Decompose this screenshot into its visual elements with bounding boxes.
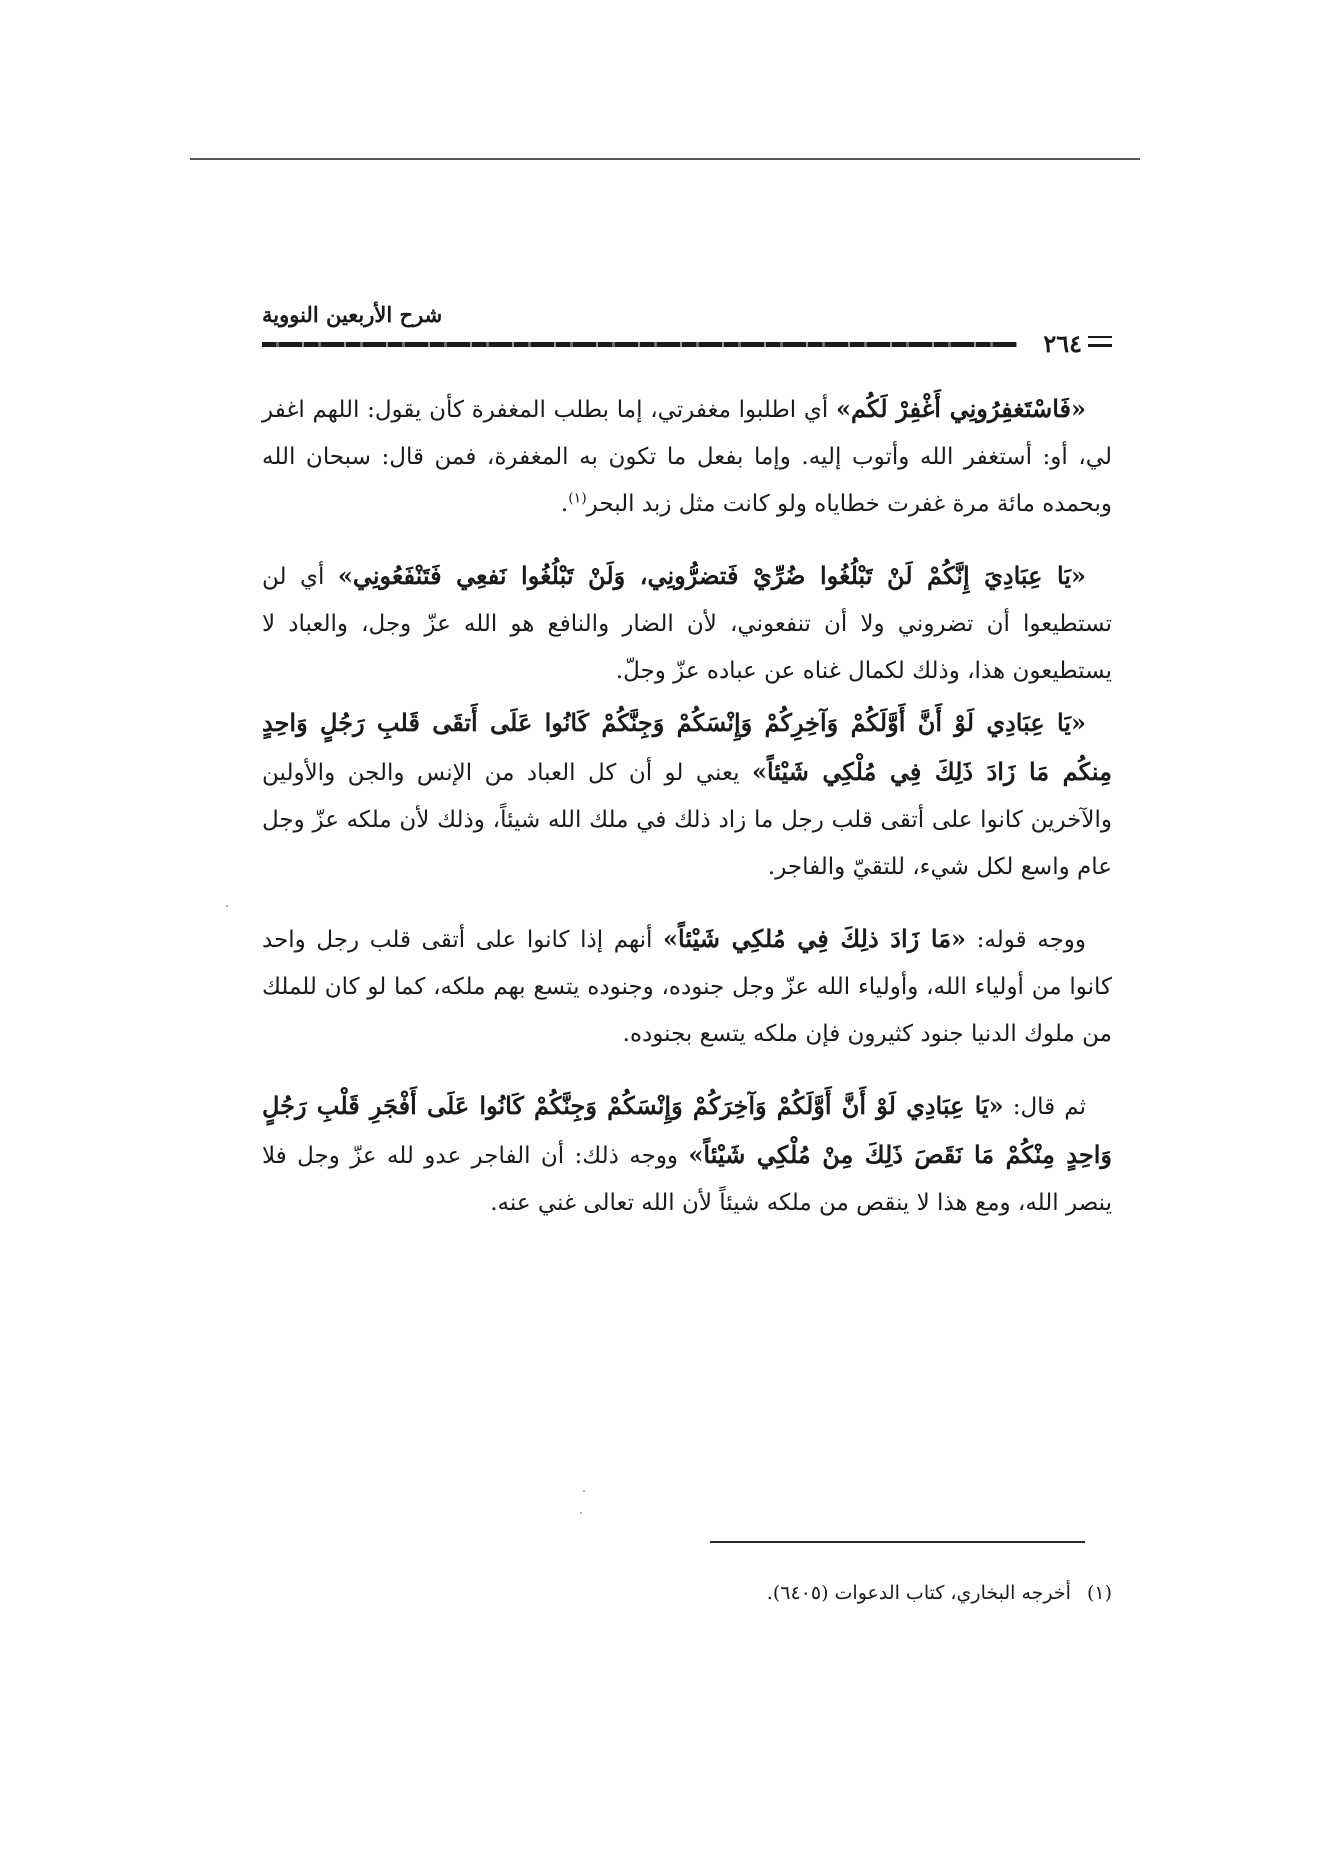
hadith-quote: «مَا زَادَ ذلِكَ فِي مُلكِي شَيْئاً» [663,924,967,953]
footnote-rule [710,1541,1085,1543]
commentary-text: ووجه ذلك: أن الفاجر عدو لله عزّ وجل فلا ينصر الله، ومع هذا لا ينقص من ملكه شيئاً لأن الله تعالى غني عنه. [262,1143,1112,1216]
hadith-quote: «يَا عِبَادِيَ إِنَّكُمْ لَنْ تَبْلُغُوا ضُرِّيْ فَتضرُّونِي، وَلَنْ تَبْلُغُوا نَفعِي فَتَنْفَعُونِي» [337,561,1086,590]
sentence-end: . [560,491,569,517]
body-text [262,385,1112,1251]
lead-text: ثم قال: [1003,1094,1086,1120]
header-rule [262,342,1017,347]
footnote-text: أخرجه البخاري، كتاب الدعوات (٦٤٠٥). [766,1582,1071,1604]
top-rule [190,158,1140,160]
commentary-text: أنهم إذا كانوا على أتقى قلب رجل واحد كانوا من أولياء الله، وأولياء الله عزّ وجل جنوده، وجنوده يتسع بهم ملكه، كما لو كان للملك من ملوك الدنيا جنود كثيرون فإن ملكه يتسع بجنوده. [262,927,1112,1047]
footnote-marker: (١) [1086,1582,1112,1604]
scan-speck [226,905,228,907]
page-number: ٢٦٤ [1043,329,1082,358]
commentary-text: أي اطلبوا مغفرتي، إما بطلب المغفرة كأن يقول: اللهم اغفر لي، أو: أستغفر الله وأتوب إليه. وإما بفعل ما تكون به المغفرة، فمن قال: سبحان الله وبحمده مائة مرة غفرت خطاياه ولو كانت مثل زبد البحر [262,397,1112,517]
commentary-text: يعني لو أن كل العباد من الإنس والجن والأولين والآخرين كانوا على أتقى قلب رجل ما زاد ذلك في ملك الله شيئاً، وذلك لأن ملكه عزّ وجل عام واسع لكل شيء، للتقيّ والفاجر. [262,760,1112,880]
paragraph-1 [262,385,1112,528]
running-header [262,302,1112,358]
scan-speck [580,1512,582,1514]
footnote-reference[interactable]: (١) [568,490,587,507]
running-title: شرح الأربعين النووية [262,302,443,327]
paragraph-3 [262,699,1112,891]
paragraph-5 [262,1082,1112,1227]
paragraph-2 [262,552,1112,695]
hadith-quote: «يَا عِبَادِي لَوْ أَنَّ أَوَّلَكُمْ وَآخِرِكُمْ وَإِنْسَكُمْ وَجِنَّكُمْ كَانُوا عَلَى أَتقَى قَلبِ رَجُلٍ وَاحِدٍ مِنكُم مَا زَادَ ذَلِكَ فِي مُلْكِي شَيْئاً» [262,708,1112,786]
hadith-quote: «فَاسْتَغفِرُونِي أَغْفِرْ لَكُم» [835,394,1086,423]
scan-speck [583,1490,585,1492]
page-number-ornament [1088,336,1112,347]
hadith-quote: «يَا عِبَادِي لَوْ أَنَّ أَوَّلَكُمْ وَآخِرَكُمْ وَإِنْسَكُمْ وَجِنَّكُمْ كَانُوا عَلَى أَفْجَرِ قَلْبِ رَجُلٍ وَاحِدٍ مِنْكُمْ مَا نَقَصَ ذَلِكَ مِنْ مُلْكِي شَيْئاً» [262,1091,1112,1169]
commentary-text: أي لن تستطيعوا أن تضروني ولا أن تنفعوني، لأن الضار والنافع هو الله عزّ وجل، والعباد لا يستطيعون هذا، وذلك لكمال غناه عن عباده عزّ وجلّ. [262,564,1112,684]
paragraph-4 [262,915,1112,1058]
footnote [262,1578,1112,1608]
lead-text: ووجه قوله: [966,927,1086,953]
